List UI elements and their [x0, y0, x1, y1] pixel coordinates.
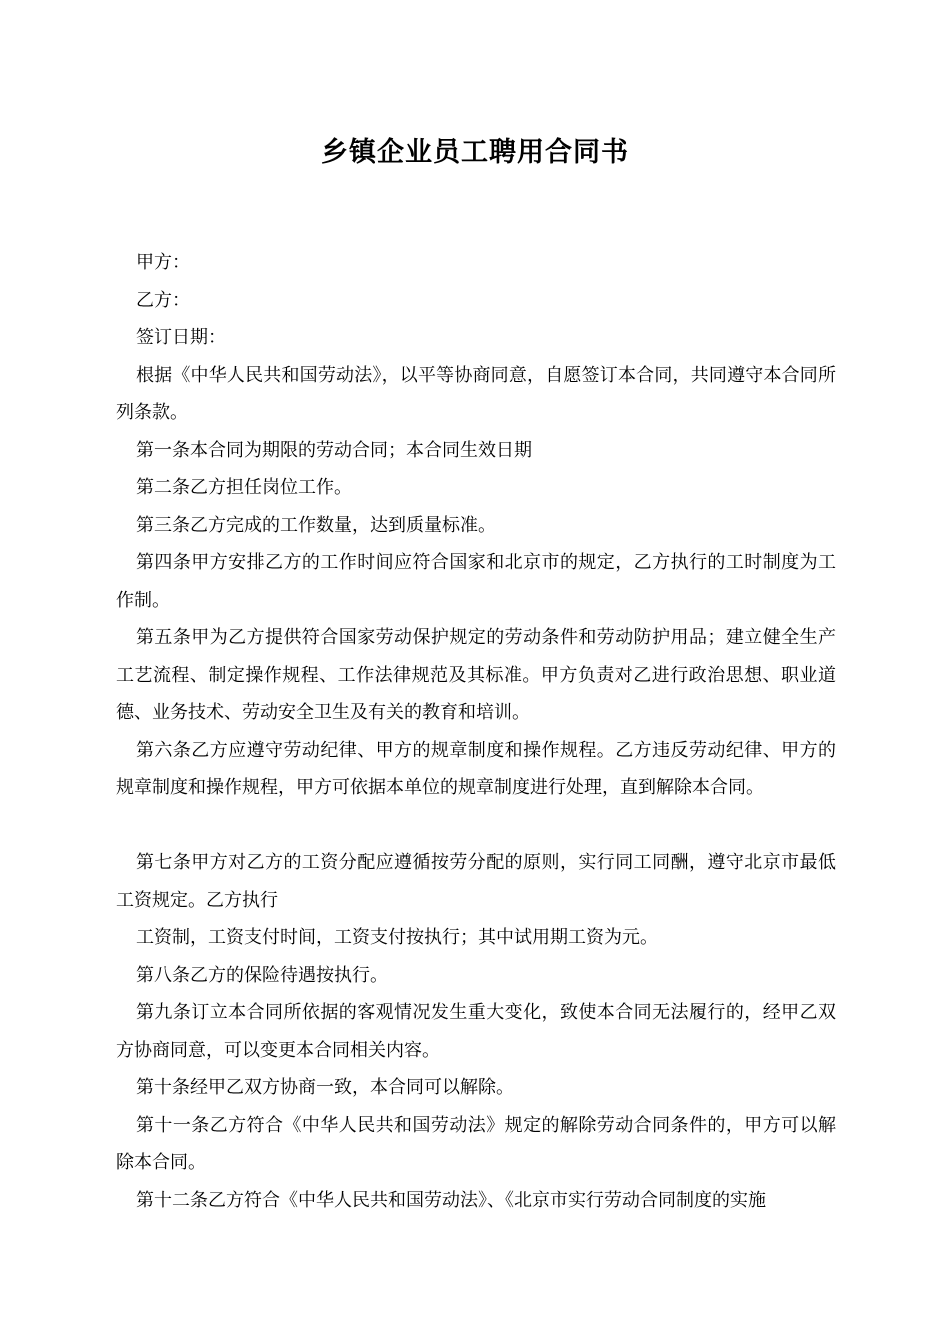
article-6: 第六条乙方应遵守劳动纪律、甲方的规章制度和操作规程。乙方违反劳动纪律、甲方的规章制度和操作规程，甲方可依据本单位的规章制度进行处理，直到解除本合同。 [116, 739, 836, 798]
document-body [116, 244, 836, 1219]
article-12: 第十二条乙方符合《中华人民共和国劳动法》、《北京市实行劳动合同制度的实施 [136, 1189, 766, 1211]
article-4: 第四条甲方安排乙方的工作时间应符合国家和北京市的规定，乙方执行的工时制度为工作制。 [116, 552, 836, 611]
party-a-line: 甲方： [136, 252, 190, 273]
paragraph-gap [116, 807, 836, 845]
signing-date-line: 签订日期： [136, 327, 226, 348]
article-5: 第五条甲为乙方提供符合国家劳动保护规定的劳动条件和劳动防护用品；建立健全生产工艺流程、制定操作规程、工作法律规范及其标准。甲方负责对乙进行政治思想、职业道德、业务技术、劳动安全卫生及有关的教育和培训。 [116, 627, 836, 723]
article-8: 第八条乙方的保险待遇按执行。 [136, 964, 388, 986]
article-7: 第七条甲方对乙方的工资分配应遵循按劳分配的原则，实行同工同酬，遵守北京市最低工资规定。乙方执行 [116, 852, 836, 911]
article-2: 第二条乙方担任岗位工作。 [136, 477, 352, 498]
party-b-line: 乙方： [136, 289, 190, 311]
article-10: 第十条经甲乙双方协商一致，本合同可以解除。 [136, 1077, 514, 1098]
document-title: 乡镇企业员工聘用合同书 [321, 137, 629, 168]
article-9: 第九条订立本合同所依据的客观情况发生重大变化，致使本合同无法履行的，经甲乙双方协商同意，可以变更本合同相关内容。 [116, 1002, 836, 1061]
article-3: 第三条乙方完成的工作数量，达到质量标准。 [136, 514, 496, 536]
article-1: 第一条本合同为期限的劳动合同；本合同生效日期 [136, 439, 532, 461]
preamble-paragraph: 根据《中华人民共和国劳动法》，以平等协商同意，自愿签订本合同，共同遵守本合同所列条款。 [116, 364, 836, 423]
article-7-continued: 工资制，工资支付时间，工资支付按执行；其中试用期工资为元。 [136, 927, 658, 948]
article-11: 第十一条乙方符合《中华人民共和国劳动法》规定的解除劳动合同条件的，甲方可以解除本合同。 [116, 1114, 836, 1173]
